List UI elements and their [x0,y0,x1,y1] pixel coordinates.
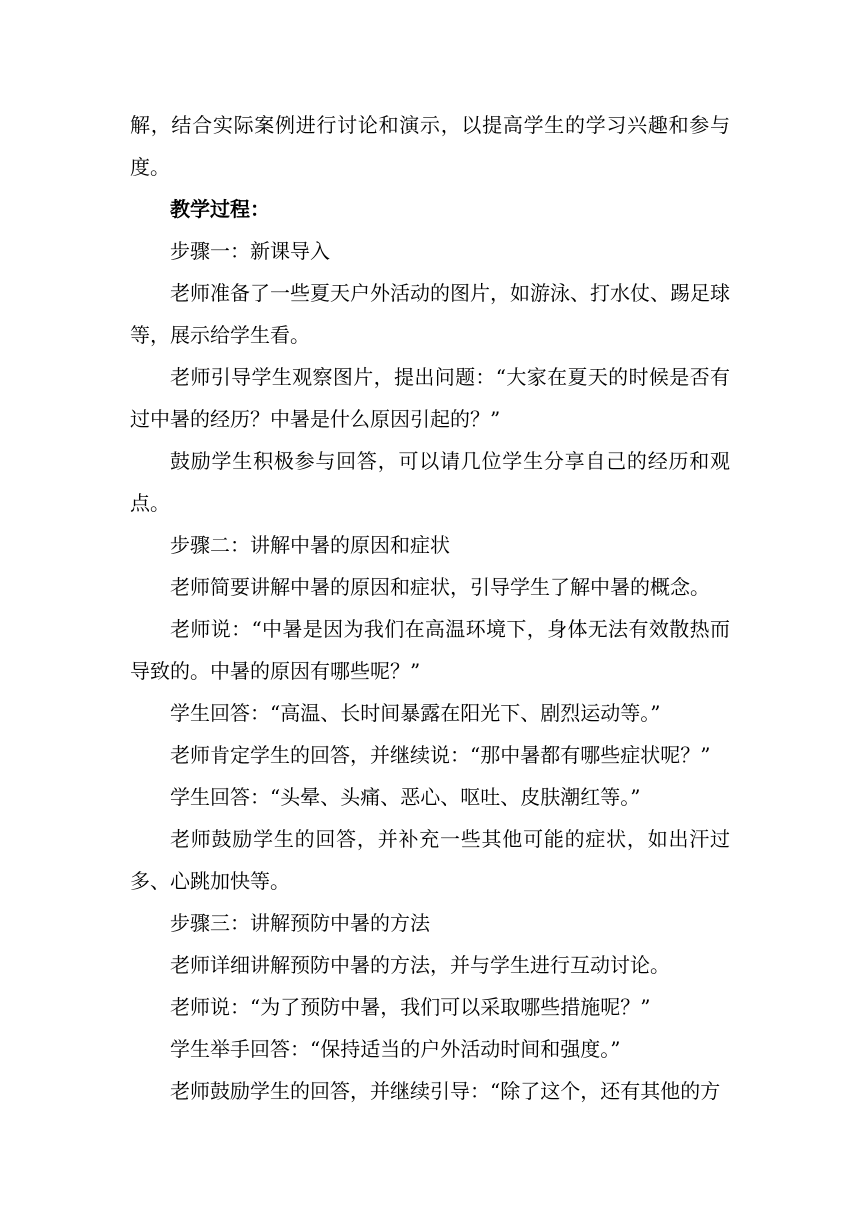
paragraph: 老师鼓励学生的回答，并补充一些其他可能的症状，如出汗过多、心跳加快等。 [130,827,730,893]
section-heading-teaching-process: 教学过程： [170,197,270,221]
paragraph: 老师引导学生观察图片，提出问题：“大家在夏天的时候是否有过中暑的经历？中暑是什么原因引起的？” [130,365,730,431]
paragraph: 老师说：“中暑是因为我们在高温环境下，身体无法有效散热而导致的。中暑的原因有哪些呢？” [130,617,730,683]
paragraph-continuation: 解，结合实际案例进行讨论和演示，以提高学生的学习兴趣和参与度。 [130,113,730,179]
step-one-heading: 步骤一：新课导入 [170,239,330,263]
paragraph: 学生回答：“高温、长时间暴露在阳光下、剧烈运动等。” [170,701,661,725]
paragraph: 鼓励学生积极参与回答，可以请几位学生分享自己的经历和观点。 [130,449,730,515]
paragraph: 老师准备了一些夏天户外活动的图片，如游泳、打水仗、踢足球等，展示给学生看。 [130,281,730,347]
paragraph: 老师说：“为了预防中暑，我们可以采取哪些措施呢？” [170,995,651,1019]
paragraph: 老师肯定学生的回答，并继续说：“那中暑都有哪些症状呢？” [170,743,711,767]
paragraph: 老师详细讲解预防中暑的方法，并与学生进行互动讨论。 [170,953,670,977]
document-body [130,104,730,1112]
paragraph: 老师鼓励学生的回答，并继续引导：“除了这个，还有其他的方 [170,1079,721,1103]
step-two-heading: 步骤二：讲解中暑的原因和症状 [170,533,450,557]
paragraph: 学生回答：“头晕、头痛、恶心、呕吐、皮肤潮红等。” [170,785,641,809]
step-three-heading: 步骤三：讲解预防中暑的方法 [170,911,430,935]
paragraph: 学生举手回答：“保持适当的户外活动时间和强度。” [170,1037,621,1061]
paragraph: 老师简要讲解中暑的原因和症状，引导学生了解中暑的概念。 [170,575,710,599]
